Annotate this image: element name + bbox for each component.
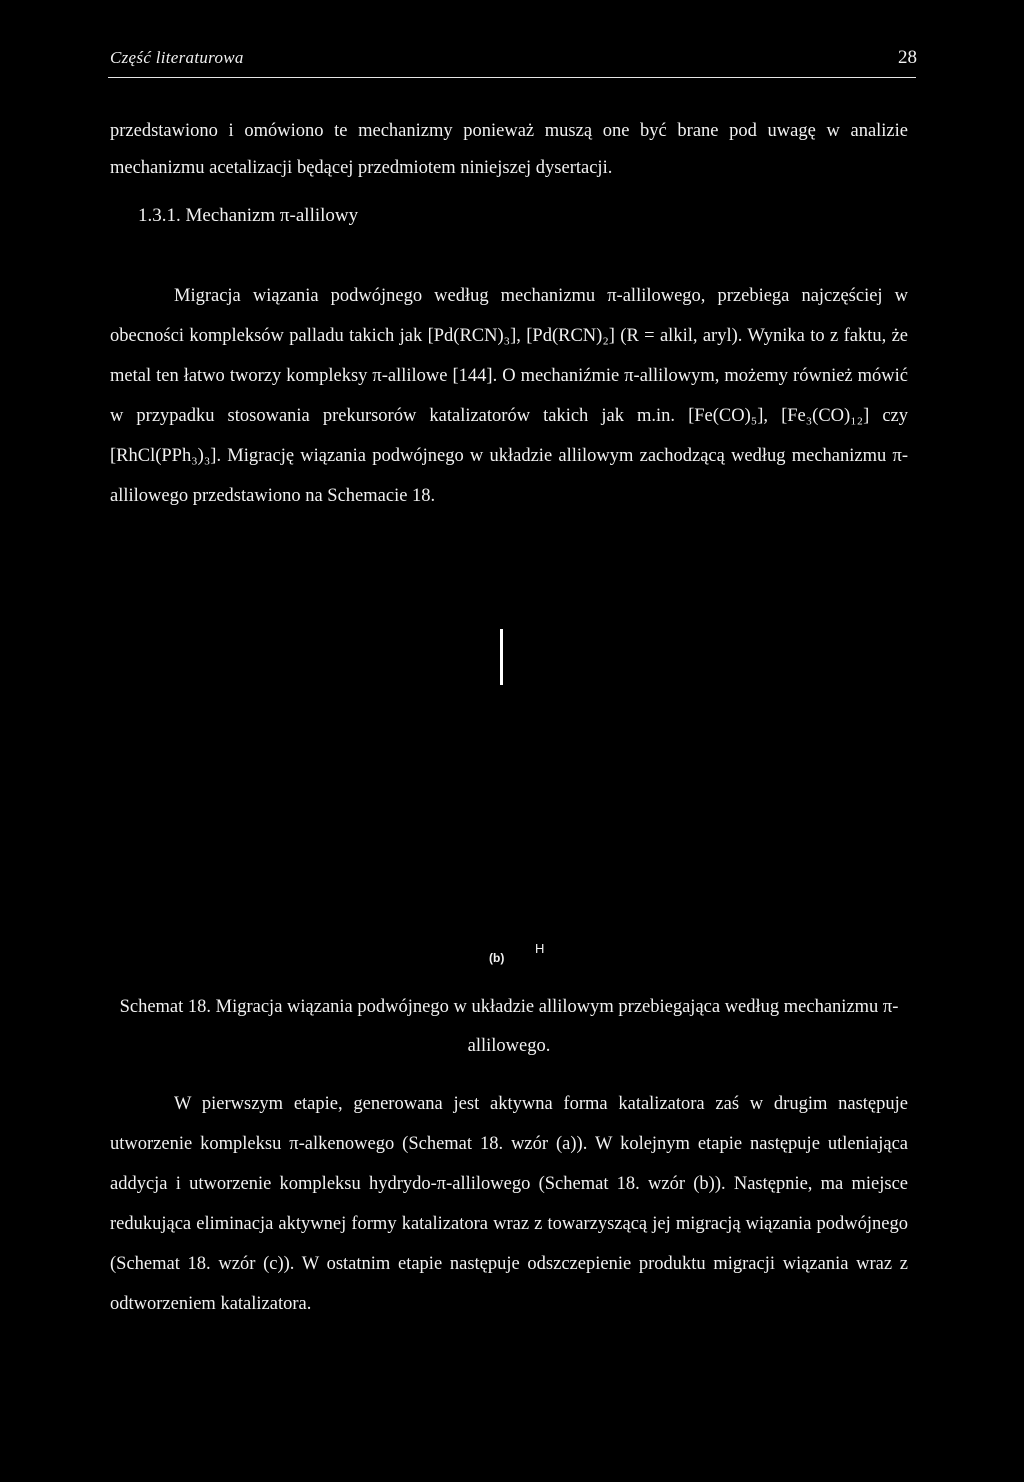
scheme-caption: Schemat 18. Migracja wiązania podwójnego w układzie allilowym przebiegająca według mechanizmu π-allilowego. [119,997,899,1056]
paragraph-steps: W pierwszym etapie, generowana jest aktywna forma katalizatora zaś w drugim następuje utworzenie kompleksu π-alkenowego (Schemat 18. wzór (a)). W kolejnym etapie następuje utleniająca addycja i utworzenie kompleksu hydrydo-π-allilowego (Schemat 18. wzór (b)). Następnie, ma miejsce redukująca eliminacja aktywnej formy katalizatora wraz z towarzyszącą jej migracją wiązania podwójnego (Schemat 18. wzór (c)). W ostatnim etapie następuje odszczepienie produktu migracji wiązania wraz z odtworzeniem katalizatora. [110,1094,908,1314]
header-divider [108,77,916,78]
page-number: 28 [898,47,917,68]
running-header-title: Część literaturowa [110,48,244,67]
paragraph-mechanism: Migracja wiązania podwójnego według mechanizmu π-allilowego, przebiega najczęściej w obecności kompleksów palladu takich jak [Pd(RCN)₃], [Pd(RCN)₂] (R = alkil, aryl). Wynika to z faktu, że metal ten łatwo tworzy kompleksy π-allilowe [144]. O mechaniźmie π-allilowym, możemy również mówić w przypadku stosowania prekursorów katalizatorów takich jak m.in. [Fe(CO)₅], [Fe₃(CO)₁₂] czy [RhCl(PPh₃)₃]. Migrację wiązania podwójnego w układzie allilowym zachodzącą według mechanizmu π-allilowego przedstawiono na Schemacie 18. [110,286,908,506]
text-cursor [500,629,503,685]
section-heading: 1.3.1. Mechanizm π-allilowy [138,205,359,226]
scheme-label-b: (b) [489,951,505,965]
scheme-atom-h: H [535,941,545,956]
paragraph-intro: przedstawiono i omówiono te mechanizmy ponieważ muszą one być brane pod uwagę w analizie mechanizmu acetalizacji będącej przedmiotem niniejszej dysertacji. [110,121,908,178]
